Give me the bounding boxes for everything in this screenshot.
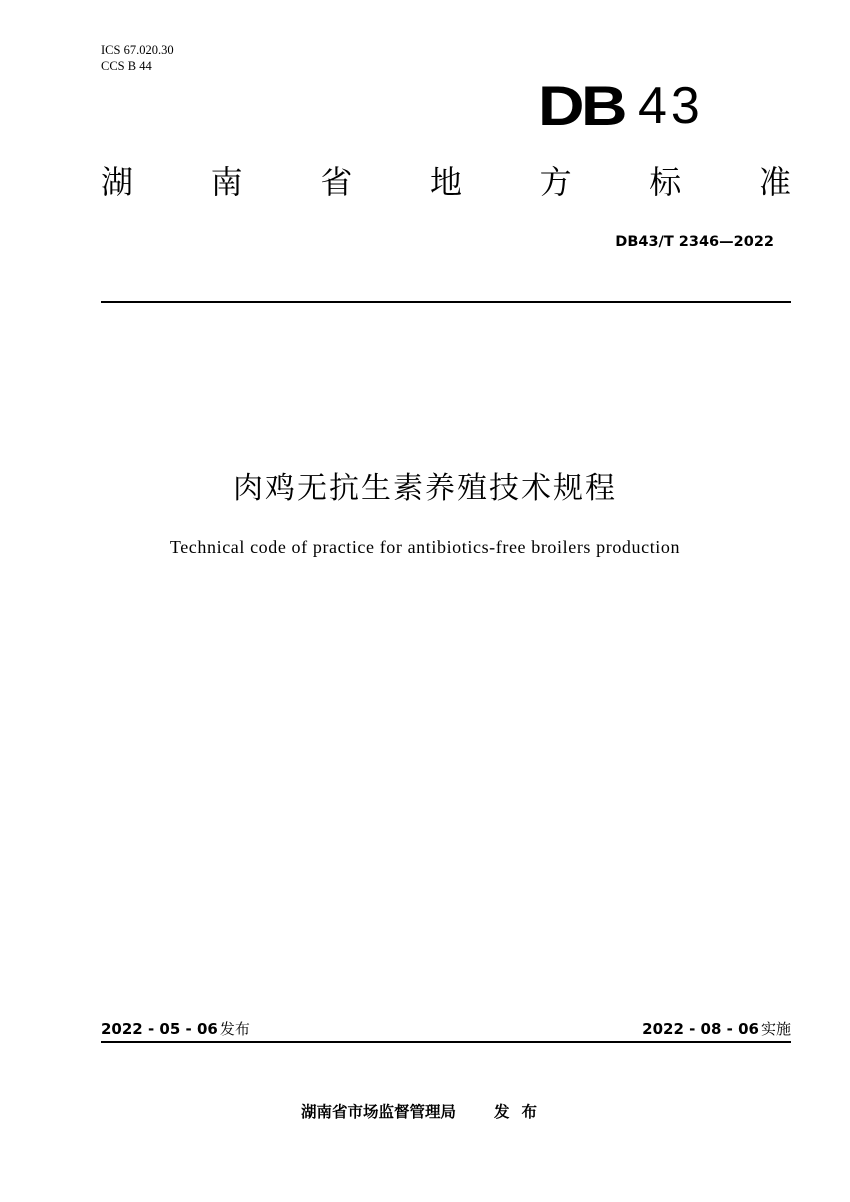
standard-type-char: 南: [210, 163, 243, 201]
issuer-line: [0, 1100, 850, 1122]
standard-type-title: [101, 160, 791, 204]
standard-type-char: 省: [320, 163, 353, 201]
db-letters: DB: [538, 74, 625, 137]
implement-date: 2022 - 08 - 06: [642, 1020, 759, 1038]
english-title: Technical code of practice for antibiotics-free broilers production: [169, 537, 681, 557]
publish-date: 2022 - 05 - 06: [101, 1020, 218, 1038]
standard-code: DB43/T 2346—2022: [615, 234, 774, 250]
implement-label: 实施: [760, 1020, 791, 1038]
publish-label: 发布: [219, 1020, 250, 1038]
standard-type-char: 准: [758, 163, 791, 201]
standard-type-char: 方: [539, 163, 572, 201]
ics-code: ICS 67.020.30: [101, 43, 174, 57]
top-divider: [101, 301, 791, 303]
classification-codes: [101, 42, 174, 74]
db43-logo: [538, 74, 704, 137]
db-number: 43: [638, 77, 704, 135]
standard-type-char: 标: [649, 163, 682, 201]
standard-type-char: 地: [429, 163, 462, 201]
implement-date-line: [642, 1018, 791, 1039]
bottom-divider: [101, 1041, 791, 1043]
standard-type-char: 湖: [101, 163, 134, 201]
issuer-name: 湖南省市场监督管理局: [300, 1103, 456, 1121]
ccs-code: CCS B 44: [101, 59, 152, 73]
chinese-title: 肉鸡无抗生素养殖技术规程: [233, 471, 617, 506]
issuer-action: 发布: [494, 1103, 550, 1121]
publish-date-line: [101, 1018, 250, 1039]
